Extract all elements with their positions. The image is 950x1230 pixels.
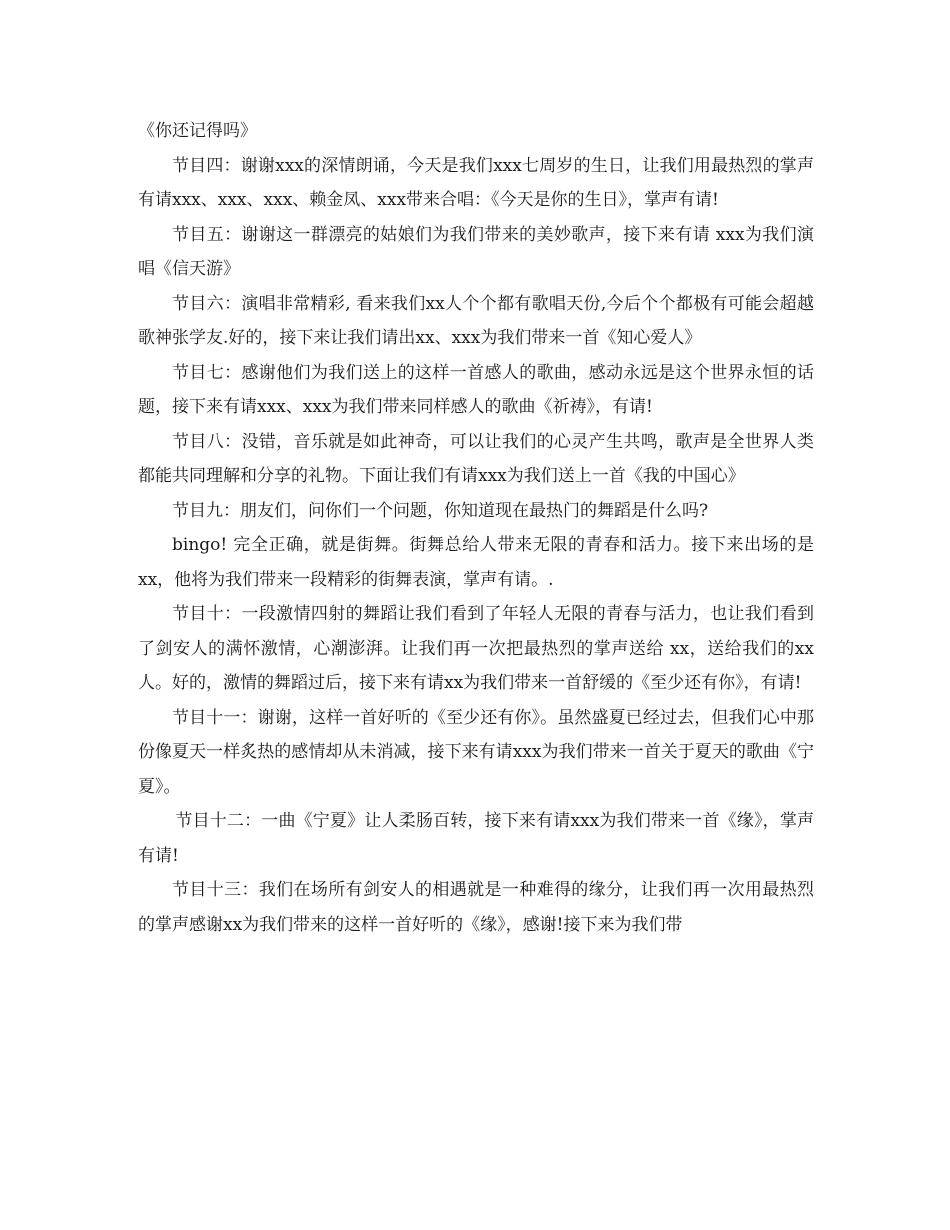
paragraph-program-12: 节目十二：一曲《宁夏》让人柔肠百转，接下来有请xxx为我们带来一首《缘》，掌声有请!	[138, 811, 814, 866]
paragraph-bingo: bingo! 完全正确，就是街舞。街舞总给人带来无限的青春和活力。接下来出场的是xx，他将为我们带来一段精彩的街舞表演，掌声有请。.	[138, 535, 814, 590]
document-body	[138, 114, 814, 942]
paragraph-program-11: 节目十一：谢谢，这样一首好听的《至少还有你》。虽然盛夏已经过去，但我们心中那份像夏天一样炙热的感情却从未消减，接下来有请xxx为我们带来一首关于夏天的歌曲《宁夏》。	[138, 707, 814, 797]
paragraph-program-9: 节目九：朋友们，问你们一个问题，你知道现在最热门的舞蹈是什么吗?	[172, 500, 709, 521]
paragraph-program-6: 节目六：演唱非常精彩, 看来我们xx人个个都有歌唱天份,今后个个都极有可能会超越歌神张学友.好的，接下来让我们请出xx、xxx为我们带来一首《知心爱人》	[138, 293, 814, 348]
paragraph-program-10: 节目十：一段激情四射的舞蹈让我们看到了年轻人无限的青春与活力，也让我们看到了剑安人的满怀激情，心潮澎湃。让我们再一次把最热烈的掌声送给 xx，送给我们的xx人。好的，激情的舞蹈过后，接下来有请xx为我们带来一首舒缓的《至少还有你》，有请!	[138, 604, 814, 693]
paragraph-program-7: 节目七：感谢他们为我们送上的这样一首感人的歌曲，感动永远是这个世界永恒的话题，接下来有请xxx、xxx为我们带来同样感人的歌曲《祈祷》，有请!	[138, 362, 814, 417]
paragraph-song-title: 《你还记得吗》	[138, 121, 257, 141]
paragraph-program-13: 节目十三：我们在场所有剑安人的相遇就是一种难得的缘分，让我们再一次用最热烈的掌声感谢xx为我们带来的这样一首好听的《缘》，感谢!接下来为我们带	[138, 880, 814, 935]
paragraph-program-8: 节目八：没错，音乐就是如此神奇，可以让我们的心灵产生共鸣，歌声是全世界人类都能共同理解和分享的礼物。下面让我们有请xxx为我们送上一首《我的中国心》	[138, 431, 814, 486]
paragraph-program-4: 节目四：谢谢xxx的深情朗诵，今天是我们xxx七周岁的生日，让我们用最热烈的掌声有请xxx、xxx、xxx、赖金凤、xxx带来合唱：《今天是你的生日》，掌声有请!	[138, 155, 814, 210]
paragraph-program-5: 节目五：谢谢这一群漂亮的姑娘们为我们带来的美妙歌声，接下来有请 xxx为我们演唱《信天游》	[138, 224, 814, 279]
